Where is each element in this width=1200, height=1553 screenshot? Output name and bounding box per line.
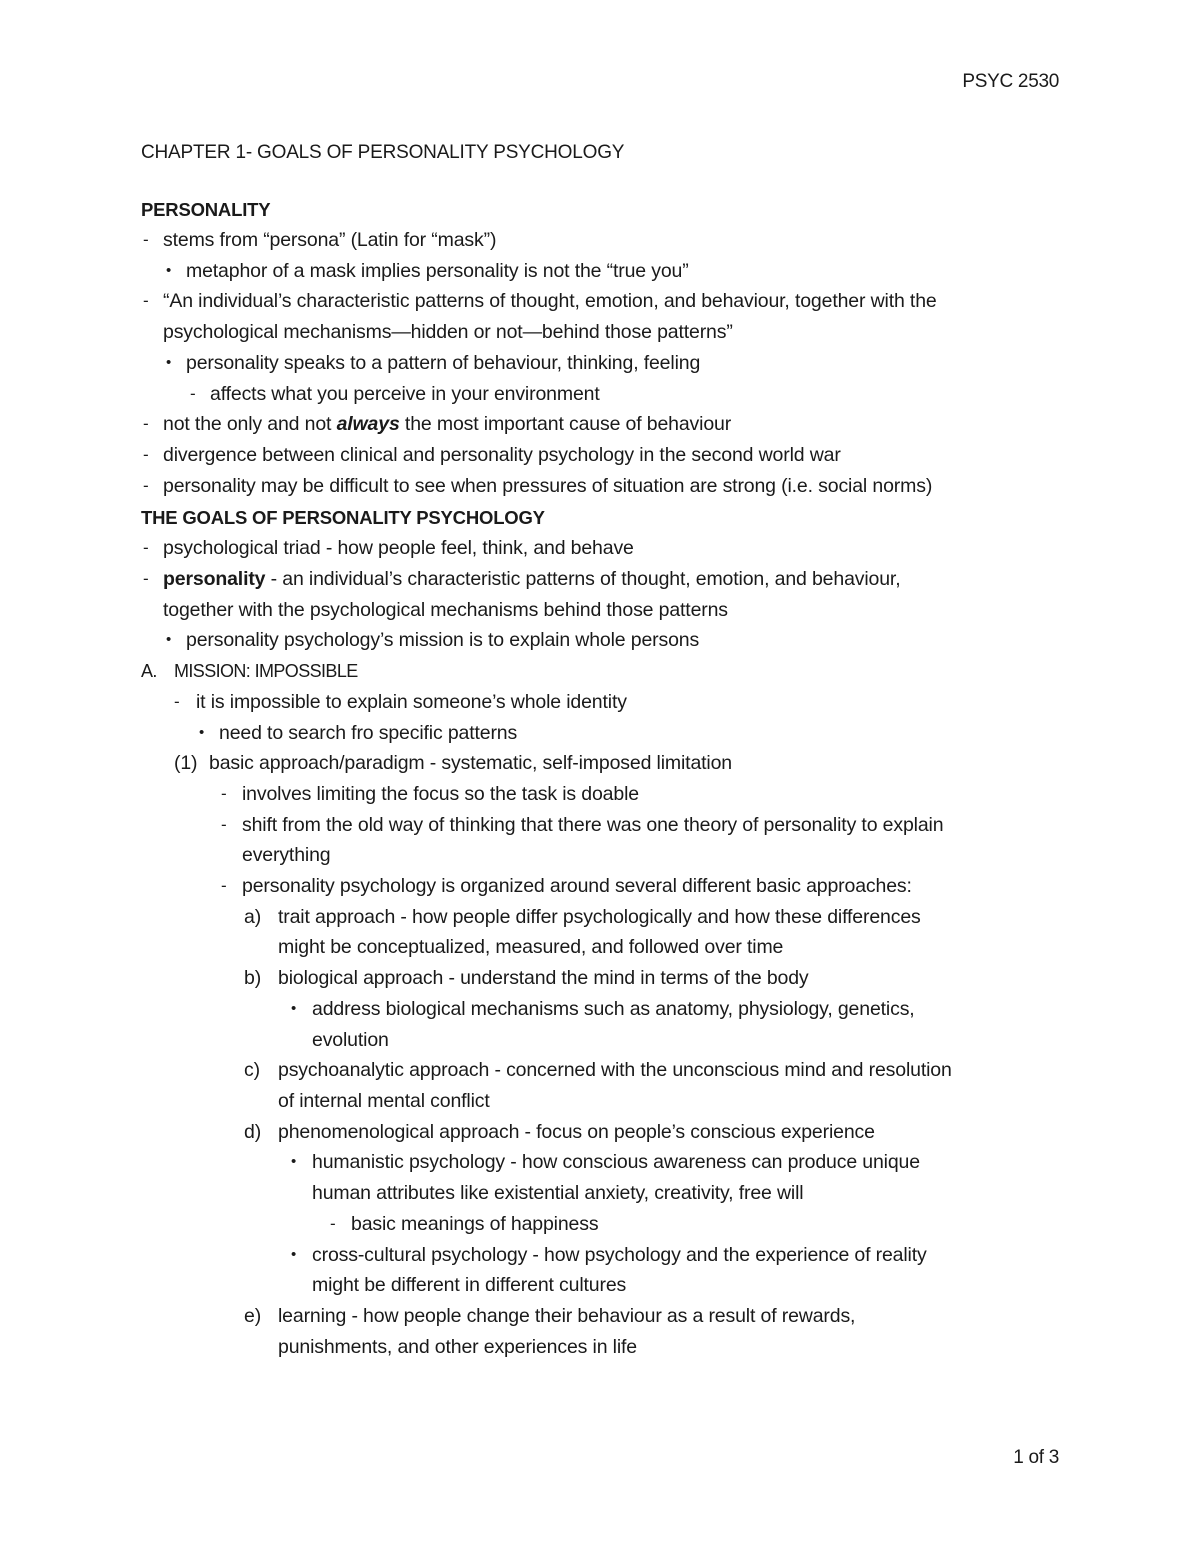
number-marker: (1) [174,752,198,775]
item-text: affects what you perceive in your environment [210,382,600,405]
dash-marker: - [221,876,227,896]
list-item [141,348,1071,379]
item-text: not the only and not [163,413,337,436]
dash-marker: - [330,1213,336,1233]
section-heading-goals: THE GOALS OF PERSONALITY PSYCHOLOGY [141,507,545,529]
letter-marker: c) [244,1059,260,1082]
term-bold: personality [163,568,266,591]
dash-marker: - [143,569,149,589]
list-item-continuation [141,1025,1071,1056]
item-text: “An individual’s characteristic patterns of thought, emotion, and behaviour, together with the [163,290,937,313]
approach-item [141,1055,1071,1086]
approach-item-continuation [141,1086,1071,1117]
dash-marker: - [221,783,227,803]
list-item [141,718,1071,749]
dash-marker: - [143,414,149,434]
item-text: shift from the old way of thinking that there was one theory of personality to explain [242,813,944,836]
dash-marker: - [190,383,196,403]
item-text: involves limiting the focus so the task is doable [242,782,639,805]
approach-item-continuation [141,1332,1071,1363]
section-marker: A. [141,661,157,682]
list-item [141,810,1071,841]
item-text: divergence between clinical and personality psychology in the second world war [163,443,841,466]
item-text: phenomenological approach - focus on people’s conscious experience [278,1120,875,1143]
dash-marker: - [174,691,180,711]
list-item-continuation [141,840,1071,871]
dash-marker: - [143,291,149,311]
letter-marker: e) [244,1304,262,1327]
list-item-continuation [141,1178,1071,1209]
dash-marker: - [221,814,227,834]
dash-marker: - [143,444,149,464]
item-text: stems from “persona” (Latin for “mask”) [163,229,497,251]
list-item [141,625,1071,656]
list-item [141,440,1071,471]
item-text: personality psychology is organized around several different basic approaches: [242,875,912,898]
list-item [141,687,1071,718]
list-item [141,994,1071,1025]
item-text: of internal mental conflict [278,1089,490,1112]
list-item [141,225,1071,256]
item-text: punishments, and other experiences in life [278,1335,638,1358]
list-item-continuation [141,595,1071,626]
notes-content [141,138,1071,1362]
list-item [141,871,1071,902]
approach-item [141,963,1071,994]
list-item [141,379,1071,410]
dash-marker: - [143,475,149,495]
approach-item [141,1301,1071,1332]
dash-marker: - [143,538,149,558]
letter-marker: b) [244,967,262,990]
item-text: learning - how people change their behaviour as a result of rewards, [278,1304,856,1327]
list-item [141,409,1071,440]
page-number: 1 of 3 [1013,1447,1059,1468]
item-text: might be different in different cultures [312,1274,627,1297]
approach-item-continuation [141,932,1071,963]
item-text: need to search fro specific patterns [219,721,518,744]
item-text: might be conceptualized, measured, and followed over time [278,936,784,959]
approach-item [141,902,1071,933]
bullet-marker: • [291,1153,297,1171]
item-text: psychological triad - how people feel, think, and behave [163,537,634,560]
item-text: personality psychology’s mission is to explain whole persons [186,629,700,652]
item-text: metaphor of a mask implies personality is not the “true you” [186,259,689,282]
item-text: humanistic psychology - how conscious awareness can produce unique [312,1151,920,1174]
list-item [141,779,1071,810]
item-text: psychological mechanisms—hidden or not—behind those patterns” [163,321,733,344]
list-item [141,564,1071,595]
subsection-title: MISSION: IMPOSSIBLE [174,661,358,682]
bullet-marker: • [291,999,297,1017]
bullet-marker: • [166,261,172,279]
item-text: together with the psychological mechanisms behind those patterns [163,598,728,621]
list-item [141,1209,1071,1240]
bullet-marker: • [291,1245,297,1263]
item-text: cross-cultural psychology - how psychology and the experience of reality [312,1243,927,1266]
bullet-marker: • [166,631,172,649]
list-item [141,256,1071,287]
item-text: address biological mechanisms such as anatomy, physiology, genetics, [312,997,915,1020]
emphasis-text: always [336,413,400,436]
item-text: evolution [312,1028,389,1051]
list-item [141,1147,1071,1178]
item-text: - an individual’s characteristic patterns of thought, emotion, and behaviour, [265,568,901,591]
bullet-marker: • [199,723,205,741]
approach-item [141,1117,1071,1148]
dash-marker: - [143,230,149,249]
item-text: basic meanings of happiness [351,1212,599,1235]
item-text: human attributes like existential anxiety, creativity, free will [312,1182,804,1205]
letter-marker: a) [244,905,262,928]
chapter-title: CHAPTER 1- GOALS OF PERSONALITY PSYCHOLOGY [141,142,625,163]
list-item-continuation [141,1270,1071,1301]
list-item [141,1240,1071,1271]
list-item-continuation [141,317,1071,348]
letter-marker: d) [244,1120,262,1143]
bullet-marker: • [166,353,172,371]
list-item [141,471,1071,502]
item-text: everything [242,844,331,867]
list-item [141,286,1071,317]
item-text: trait approach - how people differ psychologically and how these differences [278,905,921,928]
item-text: basic approach/paradigm - systematic, self-imposed limitation [209,752,732,775]
item-text: the most important cause of behaviour [399,413,732,436]
item-text: it is impossible to explain someone’s whole identity [196,690,627,713]
item-text: personality may be difficult to see when pressures of situation are strong (i.e. social norms) [163,474,933,497]
subsection-heading [141,656,1071,687]
item-text: biological approach - understand the mind in terms of the body [278,967,809,990]
item-text: personality speaks to a pattern of behaviour, thinking, feeling [186,351,701,374]
numbered-item [141,748,1071,779]
list-item [141,533,1071,564]
course-code: PSYC 2530 [962,71,1059,92]
item-text: psychoanalytic approach - concerned with the unconscious mind and resolution [278,1059,952,1082]
section-heading-personality: PERSONALITY [141,199,271,220]
